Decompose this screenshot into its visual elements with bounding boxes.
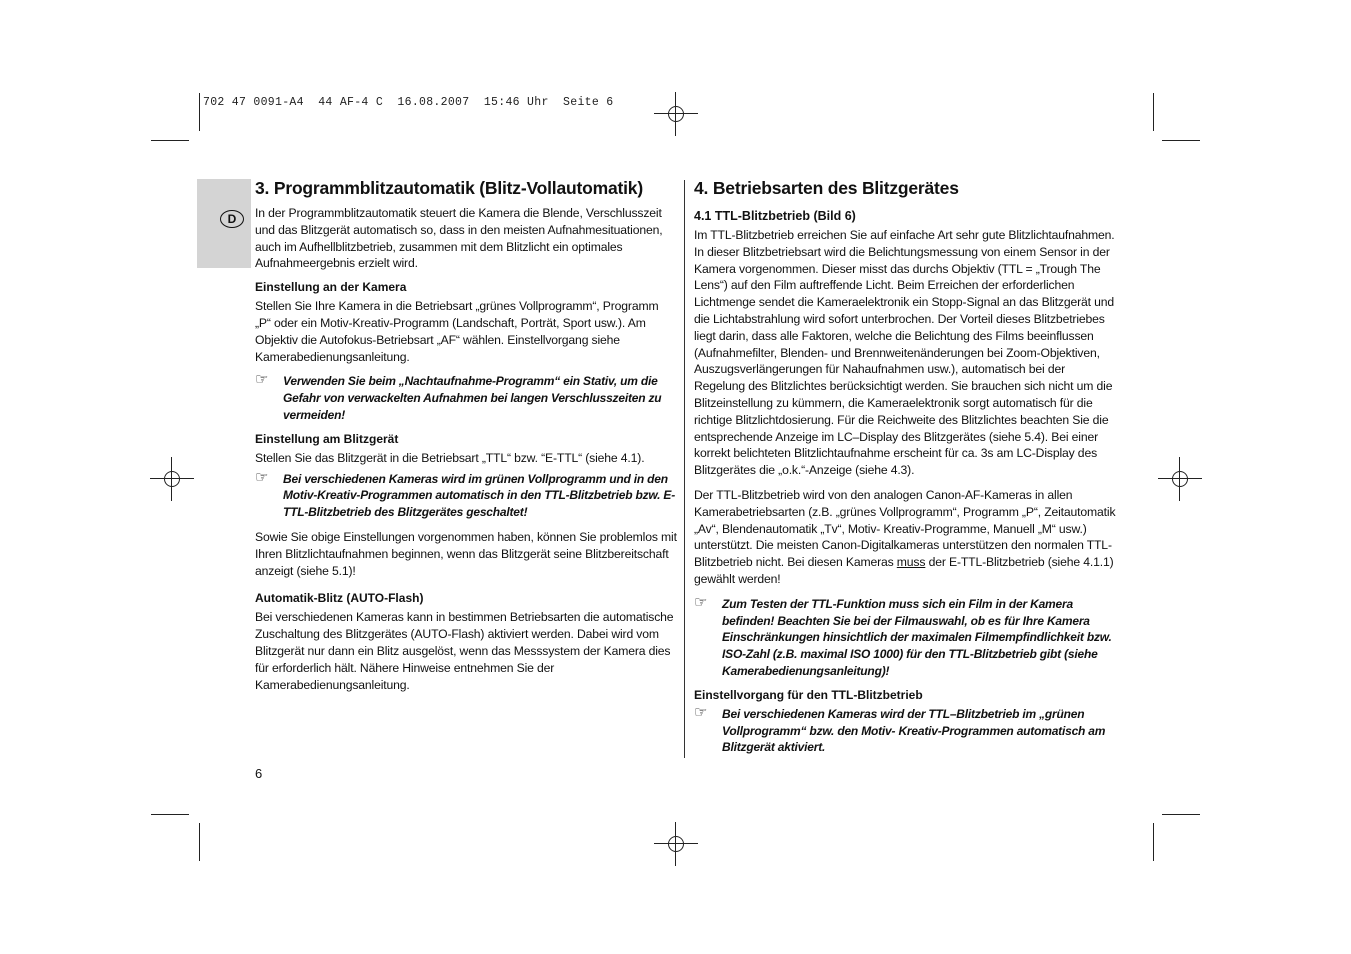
paragraph bbox=[694, 487, 1118, 588]
note-text: Zum Testen der TTL-Funktion muss sich ein Film in der Kamera befinden! Beachten Sie bei der Filmauswahl, ob es für Ihre Kamera Einschränkungen hinsichtlich der maximalen Filmempfindlichkeit bzw. ISO-Zahl (z.B. maximal ISO 1000) für den TTL-Blitzbetrieb gibt (siehe Kamerabedienungsanleitung)! bbox=[722, 596, 1112, 678]
note bbox=[255, 468, 677, 521]
left-column bbox=[255, 178, 677, 701]
note bbox=[255, 373, 677, 423]
note-text: Bei verschiedenen Kameras wird der TTL–Blitzbetrieb im „grünen Vollprogramm“ bzw. den Motiv- Kreativ-Programmen automatisch am Blitzgerät aktiviert. bbox=[722, 706, 1106, 755]
note-text: Verwenden Sie beim „Nachtaufnahme-Programm“ ein Stativ, um die Gefahr von verwackelten Aufnahmen bei langen Verschlusszeiten zu vermeiden! bbox=[283, 374, 662, 422]
registration-mark-icon bbox=[654, 92, 698, 136]
pointing-hand-icon: ☞ bbox=[694, 593, 708, 611]
paragraph-text: Der TTL-Blitzbetrieb wird von den analogen Canon-AF-Kameras in allen Kamerabetriebsarten (z.B. „grünes Vollprogramm“, Programm „P“, Zeitautomatik „Av“, Blendenautomatik „Tv“, Motiv- Kreativ-Programme, Manuell „M“ usw.) unterstützt. Die meisten Canon-Digitalkameras unterstützen den normalen TTL-Blitzbetrieb nicht. Bei diesen Kameras bbox=[694, 487, 1116, 570]
subheading: Einstellung am Blitzgerät bbox=[255, 431, 399, 446]
language-badge: D bbox=[220, 210, 244, 228]
paragraph: Stellen Sie das Blitzgerät in die Betriebsart „TTL“ bzw. “E-TTL“ (siehe 4.1). bbox=[255, 450, 645, 465]
emphasis: muss bbox=[896, 555, 926, 570]
subheading: Einstellung an der Kamera bbox=[255, 280, 407, 295]
crop-mark bbox=[1162, 140, 1200, 141]
column-divider bbox=[684, 180, 685, 758]
right-column bbox=[694, 178, 1118, 764]
page-number: 6 bbox=[255, 766, 263, 781]
crop-mark bbox=[151, 814, 189, 815]
registration-mark-icon bbox=[1158, 457, 1202, 501]
paragraph: Bei verschiedenen Kameras kann in bestimmen Betriebsarten die automatische Zuschaltung des Blitzgerätes (AUTO-Flash) aktiviert werden. Dabei wird vom Blitzgerät nur dann ein Blitz ausgelöst, wenn das Messsystem der Kamera dies für erforderlich hält. Nähere Hinweise entnehmen Sie der Kamerabedienungsanleitung. bbox=[255, 610, 674, 692]
crop-mark bbox=[199, 823, 200, 861]
section-title: 4. Betriebsarten des Blitzgerätes bbox=[694, 178, 959, 198]
crop-mark bbox=[199, 93, 200, 131]
crop-mark bbox=[1162, 814, 1200, 815]
paragraph: Im TTL-Blitzbetrieb erreichen Sie auf einfache Art sehr gute Blitzlichtaufnahmen. In dieser Blitzbetriebsart wird die Belichtungsmessung von einem Sensor in der Kamera vorgenommen. Dieser misst das durchs Objektiv (TTL = „Trough The Lens“) auf den Film auftreffende Licht. Beim Erreichen der erforderlichen Lichtmenge sendet die Kameraelektronik ein Stopp-Signal an das Blitzgerät und die Lichtabstrahlung wird sofort unterbrochen. Der Vorteil dieses Blitzbetriebes liegt darin, dass alle Faktoren, welche die Belichtung des Films beeinflussen (Aufnahmefilter, Blenden- und Brennweitenänderungen bei Zoom-Objektiven, Auszugsverlängerungen für Nahaufnahmen usw.), automatisch bei der Regelung des Blitzlichtes berücksichtigt werden. Sie brauchen sich nicht um die Blitzeinstellung zu kümmern, die Kameraelektronik sorgt automatisch für die richtige Blitzlichtdosierung. Für die Reichweite des Blitzlichtes beachten Sie die entsprechende Anzeige im LC–Display des Blitzgerätes (siehe 5.4). Bei einer korrekt belichteten Blitzlichtaufnahme erscheint für ca. 3s am LC-Display des Blitzgerätes die „o.k.“-Anzeige (siehe 4.3). bbox=[694, 228, 1115, 478]
crop-mark bbox=[1153, 93, 1154, 131]
note bbox=[694, 703, 1118, 756]
subheading: Einstellvorgang für den TTL-Blitzbetrieb bbox=[694, 687, 923, 702]
crop-mark bbox=[151, 140, 189, 141]
paragraph: Stellen Sie Ihre Kamera in die Betriebsart „grünes Vollprogramm“, Programm „P“ oder ein Motiv-Kreativ-Programm (Landschaft, Porträt, Sport usw.). Am Objektiv die Autofokus-Betriebsart „AF“ wählen. Einstellvorgang siehe Kamerabedienungsanleitung. bbox=[255, 299, 659, 364]
section-title: 3. Programmblitzautomatik (Blitz-Vollautomatik) bbox=[255, 178, 643, 198]
print-slug: 702 47 0091-A4 44 AF-4 C 16.08.2007 15:46 Uhr Seite 6 bbox=[203, 96, 614, 109]
subheading: 4.1 TTL-Blitzbetrieb (Bild 6) bbox=[694, 209, 856, 223]
pointing-hand-icon: ☞ bbox=[694, 703, 708, 721]
pointing-hand-icon: ☞ bbox=[255, 371, 269, 389]
registration-mark-icon bbox=[654, 822, 698, 866]
crop-mark bbox=[1153, 823, 1154, 861]
note bbox=[694, 593, 1118, 680]
subheading: Automatik-Blitz (AUTO-Flash) bbox=[255, 591, 424, 606]
paragraph-text: der E-TTL-Blitzbetrieb (siehe 4.1.1) gewählt werden! bbox=[694, 555, 1114, 586]
registration-mark-icon bbox=[150, 457, 194, 501]
paragraph: Sowie Sie obige Einstellungen vorgenommen haben, können Sie problemlos mit Ihren Blitzlichtaufnahmen beginnen, wenn das Blitzgerät seine Blitzbereitschaft anzeigt (siehe 5.1)! bbox=[255, 529, 677, 578]
note-text: Bei verschiedenen Kameras wird im grünen Vollprogramm und in den Motiv-Kreativ-Programmen automatisch in den TTL-Blitzbetrieb bzw. E-TTL-Blitzbetrieb des Blitzgerätes geschaltet! bbox=[283, 471, 675, 520]
paragraph: In der Programmblitzautomatik steuert die Kamera die Blende, Verschlusszeit und das Blitzgerät automatisch so, dass in den meisten Aufnahmesituationen, auch im Aufhellblitzbetrieb, zusammen mit dem Blitzlicht ein optimales Aufnahmeergebnis erzielt wird. bbox=[255, 206, 663, 271]
pointing-hand-icon: ☞ bbox=[255, 468, 269, 486]
